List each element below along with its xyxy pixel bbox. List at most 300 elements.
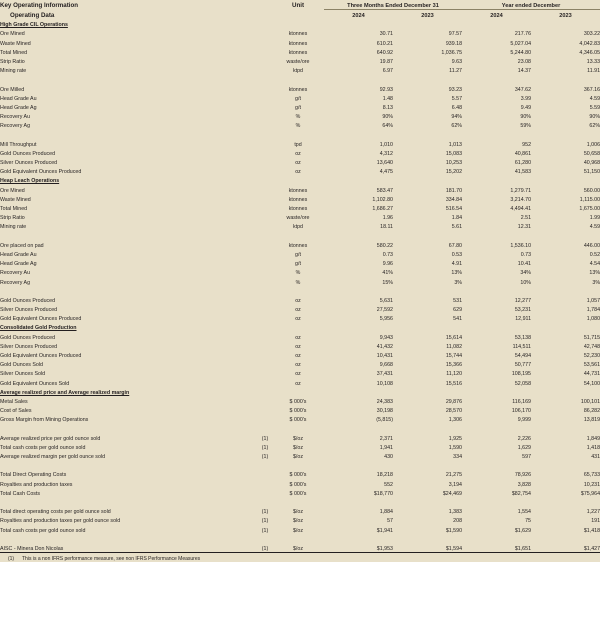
row-note [258, 203, 272, 212]
row-value-0: 13,640 [324, 157, 393, 166]
row-label: Strip Ratio [0, 56, 258, 65]
section-fill-2-2 [324, 323, 393, 332]
table-row [0, 396, 600, 405]
row-label: Gross Margin from Mining Operations [0, 414, 258, 423]
row-value-2: 41,583 [462, 166, 531, 175]
row-value-0: 6.97 [324, 65, 393, 74]
row-value-3: 51,715 [531, 332, 600, 341]
row-value-1: 1,306 [393, 414, 462, 423]
row-note [258, 166, 272, 175]
row-value-0: 9,668 [324, 359, 393, 368]
row-unit: $ 000's [272, 405, 324, 414]
row-value-1: 939.18 [393, 38, 462, 47]
row-label: Gold Ounces Produced [0, 148, 258, 157]
row-value-1: 1,013 [393, 139, 462, 148]
spacer-cell-0 [0, 130, 258, 139]
spacer-cell-2 [272, 231, 324, 240]
row-value-3: 54,100 [531, 378, 600, 387]
row-value-3: 53,561 [531, 359, 600, 368]
spacer-cell-3 [324, 286, 393, 295]
spacer-row [0, 286, 600, 295]
row-value-3: 1,115.00 [531, 194, 600, 203]
row-label: Silver Ounces Produced [0, 341, 258, 350]
row-value-2: 1,536.10 [462, 240, 531, 249]
row-value-1: 94% [393, 111, 462, 120]
row-label: Gold Equivalent Ounces Sold [0, 378, 258, 387]
row-label: Recovery Au [0, 111, 258, 120]
row-value-3: 52,230 [531, 350, 600, 359]
row-label: AISC - Minera Don Nicolas [0, 543, 258, 553]
table-row [0, 102, 600, 111]
row-note [258, 65, 272, 74]
row-note [258, 29, 272, 38]
row-value-3: 446.00 [531, 240, 600, 249]
row-value-0: 10,108 [324, 378, 393, 387]
column-header-2024-0: 2024 [324, 10, 393, 20]
footnote-text [0, 553, 600, 563]
spacer-row [0, 130, 600, 139]
row-note [258, 313, 272, 322]
row-note [258, 295, 272, 304]
row-value-0: 1.48 [324, 93, 393, 102]
row-value-2: 12.31 [462, 222, 531, 231]
section-fill-3-3 [393, 387, 462, 396]
column-header-2024-2: 2024 [462, 10, 531, 20]
spacer-cell-5 [462, 497, 531, 506]
row-value-2: 9,999 [462, 414, 531, 423]
row-label: Gold Ounces Produced [0, 295, 258, 304]
row-unit: ktonnes [272, 203, 324, 212]
table-row [0, 516, 600, 525]
section-fill-3-4 [462, 387, 531, 396]
section-header-row [0, 176, 600, 185]
row-value-3: 303.22 [531, 29, 600, 38]
row-label: Gold Ounces Produced [0, 332, 258, 341]
row-value-2: 52,058 [462, 378, 531, 387]
row-label: Total Mined [0, 47, 258, 56]
row-value-3: 431 [531, 451, 600, 460]
row-value-3: 1,080 [531, 313, 600, 322]
spacer-cell-4 [393, 534, 462, 543]
row-value-3: 40,968 [531, 157, 600, 166]
row-value-2: 61,280 [462, 157, 531, 166]
column-header-2023-3: 2023 [531, 10, 600, 20]
row-value-0: 4,475 [324, 166, 393, 175]
row-value-2: 347.62 [462, 84, 531, 93]
spacer-cell-6 [531, 130, 600, 139]
footnote-row [0, 553, 600, 563]
row-value-1: 531 [393, 295, 462, 304]
row-value-1: $24,469 [393, 488, 462, 497]
spacer-cell-5 [462, 286, 531, 295]
table-row [0, 240, 600, 249]
row-value-1: 1,925 [393, 433, 462, 442]
row-unit: ktonnes [272, 29, 324, 38]
row-value-2: $1,651 [462, 543, 531, 553]
row-value-3: $1,418 [531, 525, 600, 534]
section-header-row [0, 19, 600, 28]
table-row [0, 111, 600, 120]
spacer-cell-3 [324, 497, 393, 506]
row-label: Metal Sales [0, 396, 258, 405]
spacer-cell-4 [393, 497, 462, 506]
column-header-2023-1: 2023 [393, 10, 462, 20]
table-row [0, 139, 600, 148]
row-note: (1) [258, 451, 272, 460]
spacer-cell-3 [324, 534, 393, 543]
section-fill-0-0 [258, 19, 272, 28]
row-value-0: 583.47 [324, 185, 393, 194]
table-row [0, 433, 600, 442]
row-note [258, 479, 272, 488]
row-unit: $/oz [272, 525, 324, 534]
row-unit: $/oz [272, 506, 324, 515]
row-label: Gold Ounces Sold [0, 359, 258, 368]
section-fill-1-4 [462, 176, 531, 185]
row-note [258, 194, 272, 203]
row-value-3: 100,101 [531, 396, 600, 405]
spacer-cell-2 [272, 424, 324, 433]
row-unit: oz [272, 359, 324, 368]
row-value-2: 54,494 [462, 350, 531, 359]
row-value-1: 9.63 [393, 56, 462, 65]
spacer-cell-2 [272, 75, 324, 84]
row-note [258, 304, 272, 313]
row-unit: ktpd [272, 65, 324, 74]
row-unit: $ 000's [272, 470, 324, 479]
row-value-0: 1,102.80 [324, 194, 393, 203]
row-note [258, 414, 272, 423]
row-note [258, 38, 272, 47]
row-value-2: 75 [462, 516, 531, 525]
table-row [0, 212, 600, 221]
spacer-cell-1 [258, 534, 272, 543]
row-value-0: 1,010 [324, 139, 393, 148]
row-unit: $ 000's [272, 479, 324, 488]
section-fill-1-1 [272, 176, 324, 185]
row-value-1: 15,614 [393, 332, 462, 341]
row-value-2: 10.41 [462, 258, 531, 267]
row-value-1: 334 [393, 451, 462, 460]
row-value-3: 5.59 [531, 102, 600, 111]
footnote-marker: (1) [7, 556, 15, 563]
row-value-1: 10,253 [393, 157, 462, 166]
section-fill-2-1 [272, 323, 324, 332]
row-value-2: 106,170 [462, 405, 531, 414]
row-value-1: 67.80 [393, 240, 462, 249]
spacer-cell-6 [531, 424, 600, 433]
row-unit: oz [272, 304, 324, 313]
row-value-0: 580.22 [324, 240, 393, 249]
footnote-label: This is a non IFRS performance measure, see non IFRS Performance Measures [22, 556, 201, 563]
row-value-0: 27,592 [324, 304, 393, 313]
row-value-0: 24,383 [324, 396, 393, 405]
section-fill-2-3 [393, 323, 462, 332]
row-value-3: 1,227 [531, 506, 600, 515]
row-value-2: $82,754 [462, 488, 531, 497]
row-value-2: 217.76 [462, 29, 531, 38]
spacer-cell-1 [258, 497, 272, 506]
row-note [258, 359, 272, 368]
row-note [258, 93, 272, 102]
table-row [0, 194, 600, 203]
row-note [258, 222, 272, 231]
table-row [0, 414, 600, 423]
section-title-0: High Grade CIL Operations [0, 19, 258, 28]
row-value-3: 191 [531, 516, 600, 525]
row-value-2: 1,279.71 [462, 185, 531, 194]
row-label: Strip Ratio [0, 212, 258, 221]
row-value-2: 108,195 [462, 369, 531, 378]
row-unit: $/oz [272, 433, 324, 442]
row-value-3: 44,731 [531, 369, 600, 378]
row-value-3: 4.54 [531, 258, 600, 267]
row-unit: $/oz [272, 442, 324, 451]
row-value-0: 1,884 [324, 506, 393, 515]
table-row [0, 258, 600, 267]
row-unit: waste/ore [272, 212, 324, 221]
row-unit: $/oz [272, 543, 324, 553]
row-value-2: 597 [462, 451, 531, 460]
row-value-2: 53,231 [462, 304, 531, 313]
section-fill-0-5 [531, 19, 600, 28]
table-header-row-1 [0, 0, 600, 10]
row-note [258, 148, 272, 157]
spacer-cell-3 [324, 460, 393, 469]
row-note [258, 84, 272, 93]
row-label: Total direct operating costs per gold ounce sold [0, 506, 258, 515]
row-unit: g/t [272, 258, 324, 267]
row-unit: oz [272, 295, 324, 304]
row-value-1: 1,036.75 [393, 47, 462, 56]
section-header-row [0, 323, 600, 332]
row-value-3: 1,418 [531, 442, 600, 451]
row-label: Head Grade Au [0, 93, 258, 102]
row-value-0: 9,943 [324, 332, 393, 341]
spacer-row [0, 231, 600, 240]
row-value-0: 41,432 [324, 341, 393, 350]
row-label: Recovery Ag [0, 120, 258, 129]
row-value-3: 4,346.05 [531, 47, 600, 56]
spacer-cell-6 [531, 75, 600, 84]
row-value-3: 367.16 [531, 84, 600, 93]
row-value-3: 13% [531, 267, 600, 276]
row-value-1: 0.53 [393, 249, 462, 258]
row-label: Mining rate [0, 222, 258, 231]
row-note [258, 47, 272, 56]
table-row [0, 93, 600, 102]
section-fill-0-3 [393, 19, 462, 28]
section-fill-0-4 [462, 19, 531, 28]
row-label: Gold Equivalent Ounces Produced [0, 166, 258, 175]
table-row [0, 65, 600, 74]
row-value-3: 0.52 [531, 249, 600, 258]
section-title-1: Heap Leach Operations [0, 176, 258, 185]
table-row [0, 359, 600, 368]
row-value-2: 2,226 [462, 433, 531, 442]
table-row [0, 442, 600, 451]
row-label: Head Grade Ag [0, 102, 258, 111]
row-value-2: 0.73 [462, 249, 531, 258]
row-label: Waste Mined [0, 194, 258, 203]
table-row [0, 506, 600, 515]
table-row [0, 313, 600, 322]
table-row [0, 120, 600, 129]
table-row [0, 479, 600, 488]
group-header-year: Year ended December [462, 0, 600, 10]
section-fill-1-3 [393, 176, 462, 185]
row-note [258, 102, 272, 111]
spacer-row [0, 534, 600, 543]
row-value-1: 13% [393, 267, 462, 276]
spacer-cell-4 [393, 460, 462, 469]
row-label: Royalties and production taxes per gold ounce sold [0, 516, 258, 525]
row-unit: oz [272, 157, 324, 166]
spacer-cell-0 [0, 534, 258, 543]
row-note: (1) [258, 433, 272, 442]
row-value-1: 11,082 [393, 341, 462, 350]
row-value-1: $1,594 [393, 543, 462, 553]
row-note [258, 111, 272, 120]
spacer-cell-6 [531, 497, 600, 506]
row-value-3: 42,748 [531, 341, 600, 350]
row-unit: g/t [272, 93, 324, 102]
row-note [258, 258, 272, 267]
row-unit: oz [272, 341, 324, 350]
table-row [0, 488, 600, 497]
row-label: Ore Mined [0, 185, 258, 194]
row-value-0: 30,198 [324, 405, 393, 414]
row-value-1: 6.48 [393, 102, 462, 111]
row-unit: oz [272, 313, 324, 322]
row-unit: ktonnes [272, 240, 324, 249]
spacer-cell-0 [0, 460, 258, 469]
row-value-0: 10,431 [324, 350, 393, 359]
row-value-3: 1,006 [531, 139, 600, 148]
section-fill-3-0 [258, 387, 272, 396]
row-value-0: 5,956 [324, 313, 393, 322]
row-note [258, 405, 272, 414]
row-value-1: 15,083 [393, 148, 462, 157]
section-fill-3-2 [324, 387, 393, 396]
row-value-3: 13.33 [531, 56, 600, 65]
row-label: Head Grade Ag [0, 258, 258, 267]
row-value-1: 15,366 [393, 359, 462, 368]
row-note: (1) [258, 525, 272, 534]
page-title: Key Operating Information [0, 0, 258, 10]
row-value-2: 78,926 [462, 470, 531, 479]
row-value-3: 560.00 [531, 185, 600, 194]
row-label: Average realized price per gold ounce sold [0, 433, 258, 442]
row-value-2: $1,629 [462, 525, 531, 534]
row-value-1: 15,744 [393, 350, 462, 359]
row-value-0: 4,312 [324, 148, 393, 157]
row-label: Total cash costs per gold ounce sold [0, 442, 258, 451]
table-row [0, 451, 600, 460]
spacer-cell-5 [462, 231, 531, 240]
row-note [258, 277, 272, 286]
row-value-0: 640.92 [324, 47, 393, 56]
row-note [258, 212, 272, 221]
table-row [0, 525, 600, 534]
row-value-1: 4.91 [393, 258, 462, 267]
row-value-3: 86,282 [531, 405, 600, 414]
row-unit: ktpd [272, 222, 324, 231]
table-row [0, 47, 600, 56]
section-header-row [0, 387, 600, 396]
spacer-cell-5 [462, 75, 531, 84]
row-value-0: $1,953 [324, 543, 393, 553]
row-label: Total Cash Costs [0, 488, 258, 497]
row-value-0: 30.71 [324, 29, 393, 38]
row-value-2: 1,554 [462, 506, 531, 515]
section-fill-1-0 [258, 176, 272, 185]
row-value-2: 40,861 [462, 148, 531, 157]
section-title-3: Average realized price and Average realized margin [0, 387, 258, 396]
row-unit: $ 000's [272, 414, 324, 423]
spacer-cell-4 [393, 231, 462, 240]
table-row [0, 38, 600, 47]
table-row [0, 56, 600, 65]
row-value-3: 10,231 [531, 479, 600, 488]
row-value-0: 1.96 [324, 212, 393, 221]
row-note: (1) [258, 543, 272, 553]
spacer-cell-2 [272, 286, 324, 295]
table-row [0, 185, 600, 194]
row-value-1: 516.54 [393, 203, 462, 212]
row-value-3: 13,819 [531, 414, 600, 423]
table-row [0, 84, 600, 93]
row-value-2: 1,629 [462, 442, 531, 451]
row-value-1: 5.57 [393, 93, 462, 102]
row-value-2: 3,828 [462, 479, 531, 488]
section-fill-3-5 [531, 387, 600, 396]
spacer-cell-3 [324, 130, 393, 139]
row-unit: $/oz [272, 451, 324, 460]
row-note [258, 249, 272, 258]
row-unit: ktonnes [272, 38, 324, 47]
row-label: Mill Throughput [0, 139, 258, 148]
row-value-2: 10% [462, 277, 531, 286]
row-label: Average realized margin per gold ounce sold [0, 451, 258, 460]
row-value-3: 90% [531, 111, 600, 120]
section-fill-3-1 [272, 387, 324, 396]
row-note [258, 332, 272, 341]
row-value-2: 12,277 [462, 295, 531, 304]
row-value-1: 1,590 [393, 442, 462, 451]
header-note-spacer [258, 0, 272, 10]
row-value-0: $1,941 [324, 525, 393, 534]
table-row [0, 277, 600, 286]
row-value-1: 11,120 [393, 369, 462, 378]
row-value-0: 18.11 [324, 222, 393, 231]
table-row [0, 157, 600, 166]
section-title-2: Consolidated Gold Production [0, 323, 258, 332]
spacer-cell-1 [258, 460, 272, 469]
spacer-cell-0 [0, 231, 258, 240]
row-label: Head Grade Au [0, 249, 258, 258]
row-label: Total Direct Operating Costs [0, 470, 258, 479]
row-unit: oz [272, 350, 324, 359]
row-value-3: 65,733 [531, 470, 600, 479]
row-value-2: 9.49 [462, 102, 531, 111]
row-unit: oz [272, 378, 324, 387]
row-unit: g/t [272, 249, 324, 258]
row-value-1: 1.84 [393, 212, 462, 221]
row-unit: % [272, 277, 324, 286]
spacer-cell-6 [531, 534, 600, 543]
row-note [258, 240, 272, 249]
